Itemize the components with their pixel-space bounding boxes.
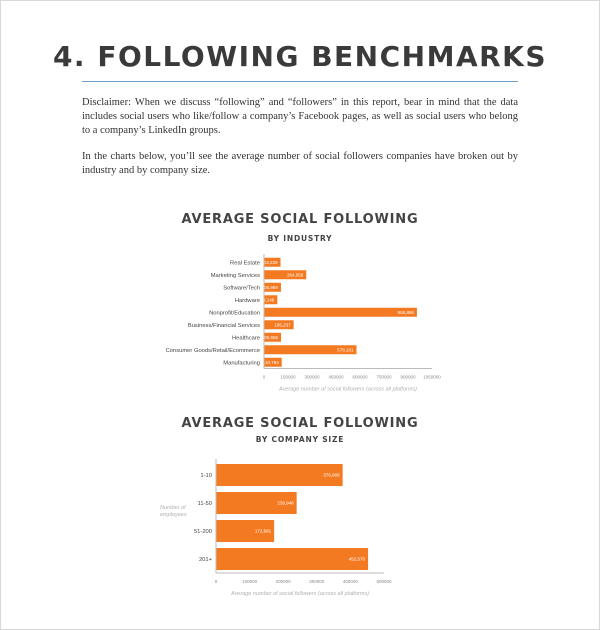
category-label: Manufacturing (223, 360, 260, 367)
y-axis-title: Number of employees (160, 505, 187, 518)
data-label: 110,794 (262, 359, 279, 365)
data-label: 105,969 (261, 284, 278, 290)
x-tick-label: 100000 (242, 579, 258, 584)
data-label: 578,101 (337, 347, 354, 353)
data-label: 83,148 (260, 297, 275, 303)
x-tick-label: 450000 (328, 374, 344, 380)
data-label: 452,570 (348, 556, 366, 562)
x-tick-label: 0 (214, 579, 218, 584)
x-tick-label: 900000 (400, 374, 416, 380)
data-label: 172,991 (254, 528, 272, 534)
x-axis-title: Average number of social followers (across all platforms) (278, 386, 418, 393)
category-label: 11-50 (197, 501, 212, 508)
intro-paragraph: In the charts below, you’ll see the average number of social followers companies have broken out by industry and by company size. (82, 151, 518, 176)
disclaimer-paragraph: Disclaimer: When we discuss “following” and “followers” in this report, bear in mind that the data includes social users who like/follow a company’s Facebook pages, as well as social users who belong to a company’s LinkedIn groups. (82, 97, 518, 136)
category-label: Business/Financial Services (187, 322, 260, 329)
page-title: 4. FOLLOWING BENCHMARKS (52, 40, 548, 73)
industry-bar-chart (0, 250, 600, 400)
category-label: Consumer Goods/Retail/Ecommerce (165, 347, 260, 354)
bar (264, 308, 417, 317)
data-label: 103,229 (261, 259, 278, 265)
x-tick-label: 1050000 (423, 374, 441, 380)
x-tick-label: 200000 (275, 579, 291, 584)
industry-chart-title: AVERAGE SOCIAL FOLLOWING (181, 212, 419, 227)
data-label: 376,908 (323, 472, 340, 478)
company-size-chart-title: AVERAGE SOCIAL FOLLOWING (181, 416, 419, 431)
category-label: Hardware (234, 297, 260, 304)
data-label: 106,556 (261, 334, 279, 340)
x-tick-label: 150000 (280, 374, 296, 380)
industry-chart-subtitle: BY INDUSTRY (267, 234, 333, 243)
category-label: Nonprofit/Education (209, 310, 260, 317)
category-label: Real Estate (230, 260, 260, 267)
category-label: Marketing Services (210, 272, 260, 279)
data-label: 185,237 (274, 322, 291, 328)
x-tick-label: 600000 (352, 374, 368, 380)
x-tick-label: 500000 (376, 579, 392, 584)
x-tick-label: 750000 (376, 374, 392, 380)
data-label: 239,948 (277, 500, 294, 506)
category-label: Software/Tech (223, 285, 260, 292)
x-tick-label: 0 (262, 374, 266, 380)
category-label: 201+ (198, 557, 212, 564)
bar (216, 548, 368, 570)
data-label: 264,058 (286, 272, 304, 278)
category-label: Healthcare (231, 335, 260, 342)
x-tick-label: 300000 (304, 374, 320, 380)
data-label: 955,856 (397, 309, 414, 315)
category-label: 1-10 (200, 473, 212, 480)
company-size-chart-subtitle: BY COMPANY SIZE (255, 435, 345, 444)
category-label: 51-200 (193, 529, 212, 536)
x-axis-title: Average number of social followers (across all platforms) (230, 591, 370, 597)
x-tick-label: 400000 (342, 579, 358, 584)
x-tick-label: 300000 (309, 579, 325, 584)
title-rule (82, 81, 518, 82)
company-size-bar-chart (0, 452, 600, 602)
